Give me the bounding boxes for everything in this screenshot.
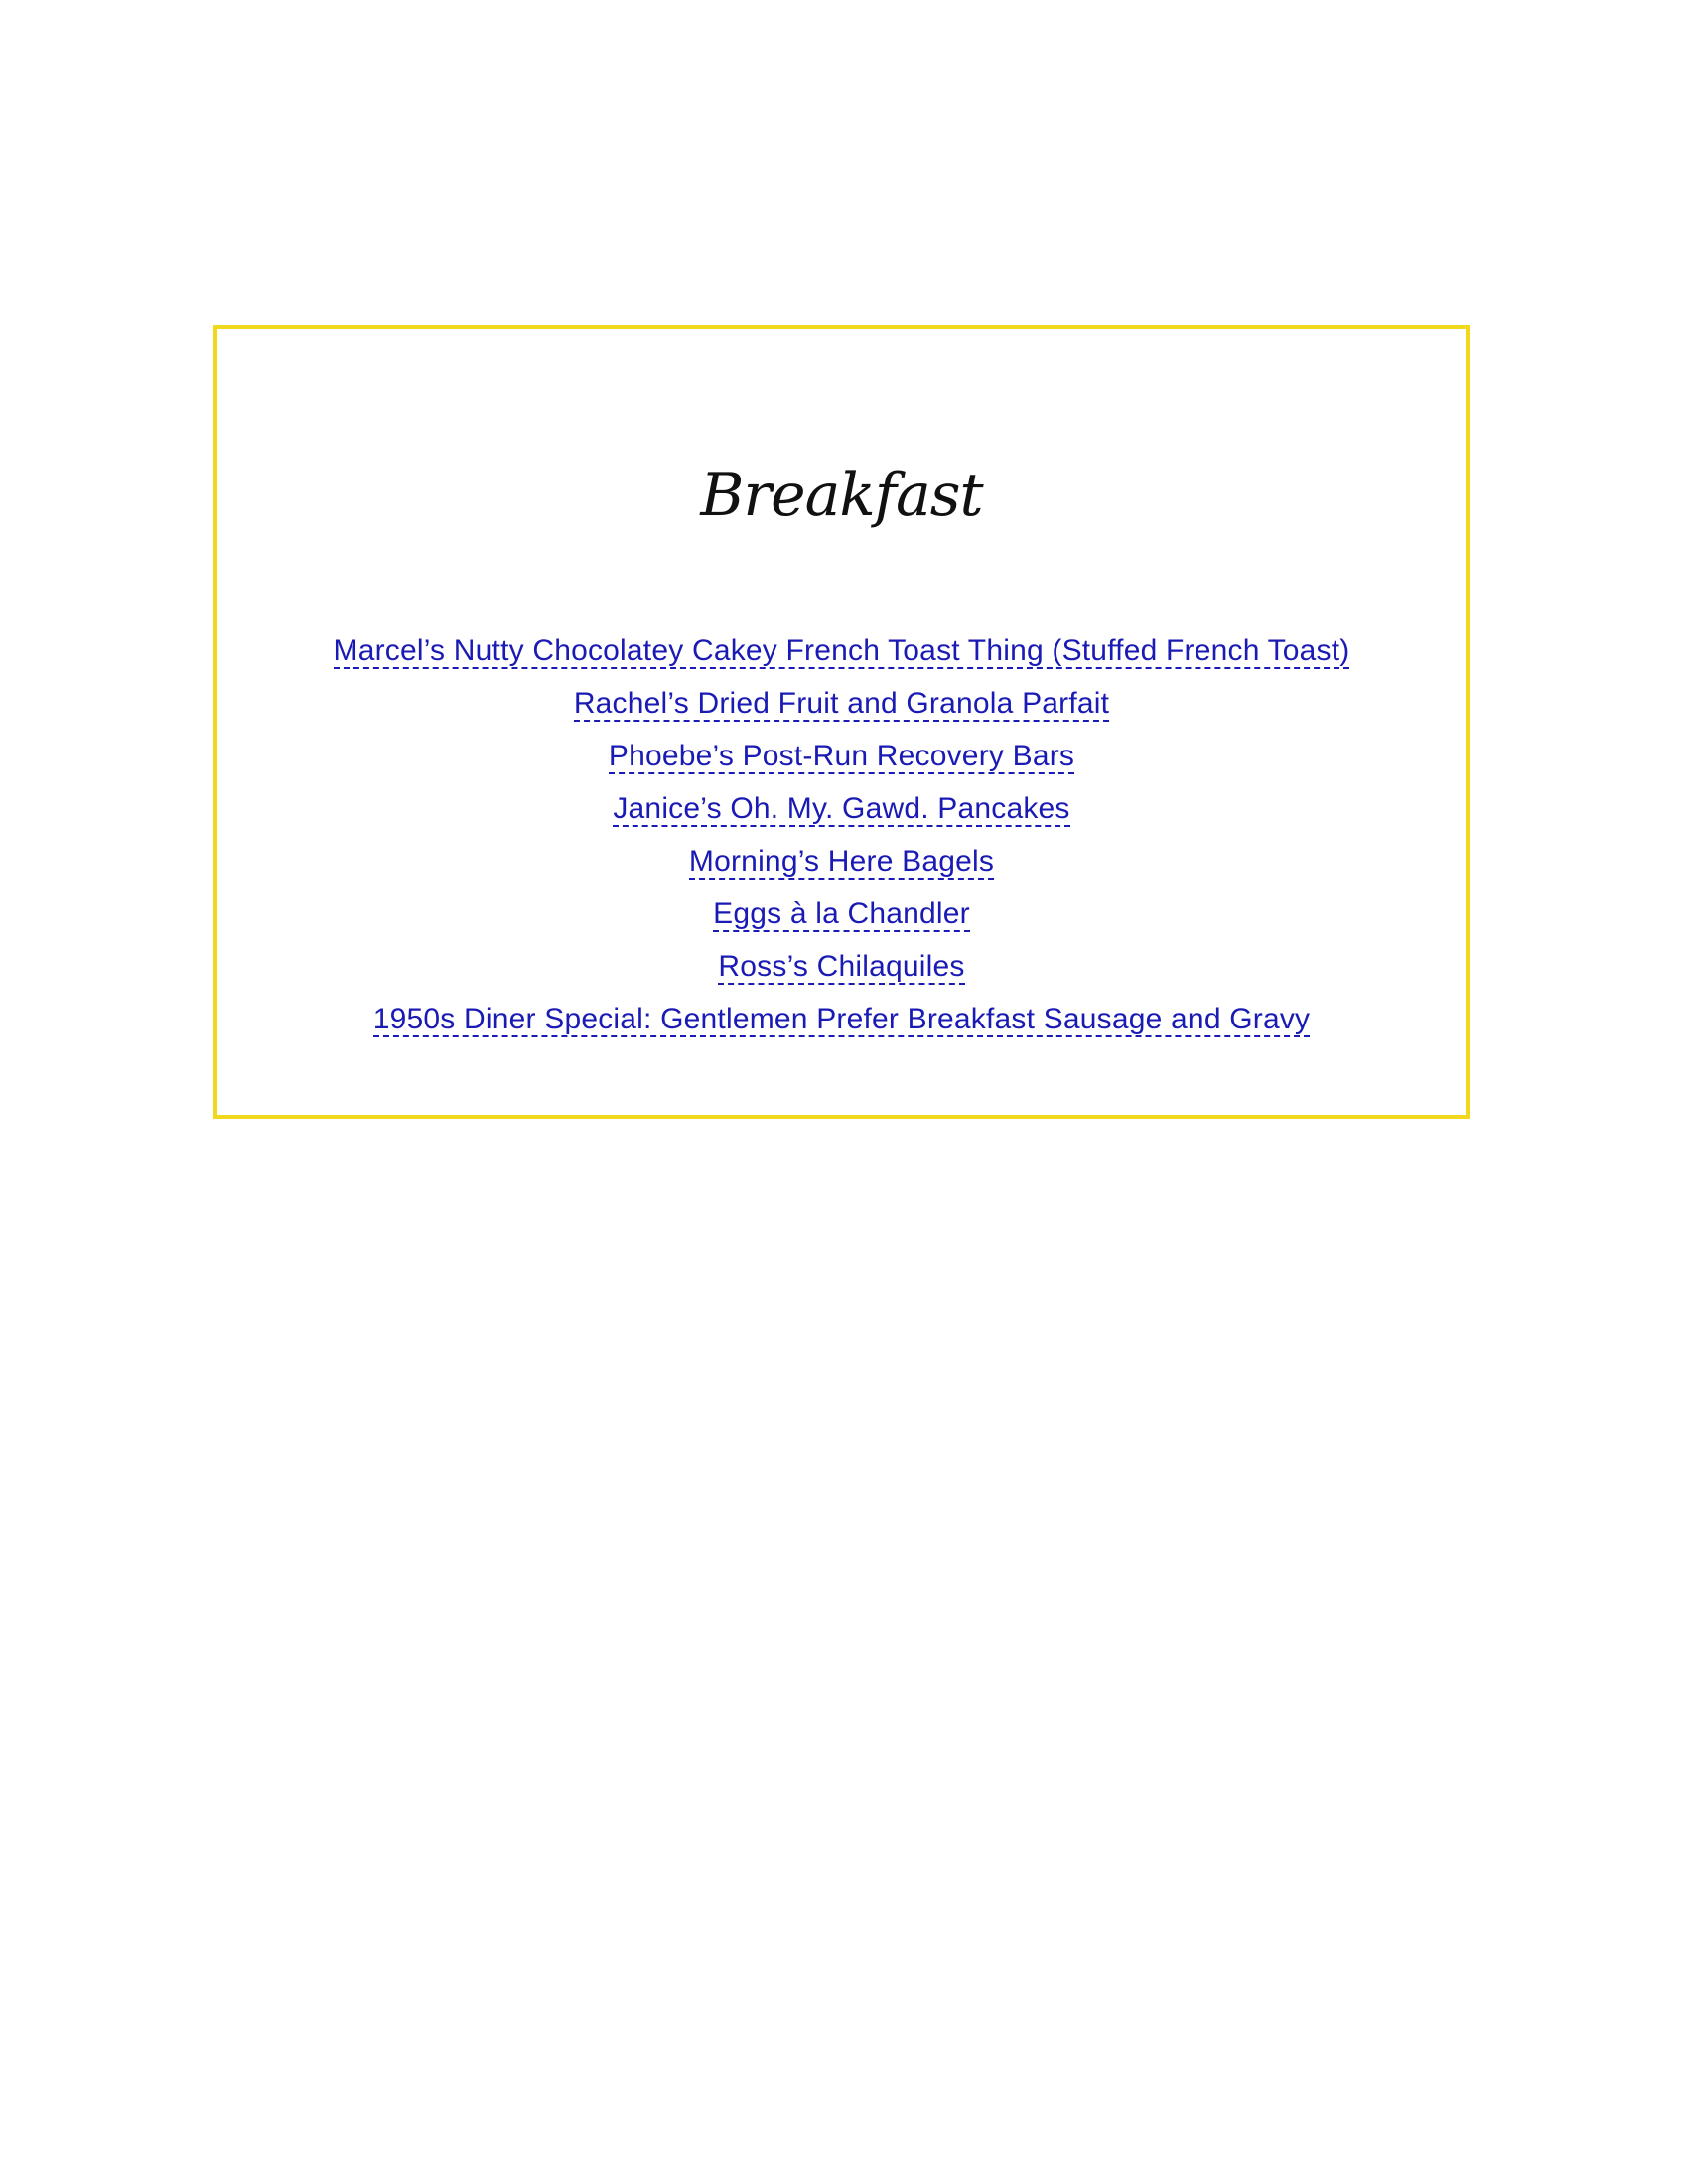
recipe-link-sausage-gravy[interactable]: 1950s Diner Special: Gentlemen Prefer Breakfast Sausage and Gravy xyxy=(372,1003,1311,1035)
recipe-index-box xyxy=(213,325,1470,1119)
recipe-link-recovery-bars[interactable]: Phoebe’s Post-Run Recovery Bars xyxy=(608,740,1075,772)
recipe-link-pancakes[interactable]: Janice’s Oh. My. Gawd. Pancakes xyxy=(613,792,1070,825)
list-item xyxy=(297,790,1386,828)
recipe-link-bagels[interactable]: Morning’s Here Bagels xyxy=(688,845,995,878)
recipe-link-granola-parfait[interactable]: Rachel’s Dried Fruit and Granola Parfait xyxy=(573,687,1110,720)
section-title: Breakfast xyxy=(700,461,983,530)
recipe-link-list xyxy=(297,632,1386,1053)
list-item xyxy=(297,1001,1386,1038)
list-item xyxy=(297,685,1386,723)
list-item xyxy=(297,843,1386,881)
list-item xyxy=(297,895,1386,933)
recipe-link-chilaquiles[interactable]: Ross’s Chilaquiles xyxy=(718,950,965,983)
list-item xyxy=(297,738,1386,775)
list-item xyxy=(297,632,1386,670)
recipe-link-stuffed-french-toast[interactable]: Marcel’s Nutty Chocolatey Cakey French Toast Thing (Stuffed French Toast) xyxy=(333,634,1350,667)
recipe-link-eggs-chandler[interactable]: Eggs à la Chandler xyxy=(713,897,970,930)
list-item xyxy=(297,948,1386,986)
